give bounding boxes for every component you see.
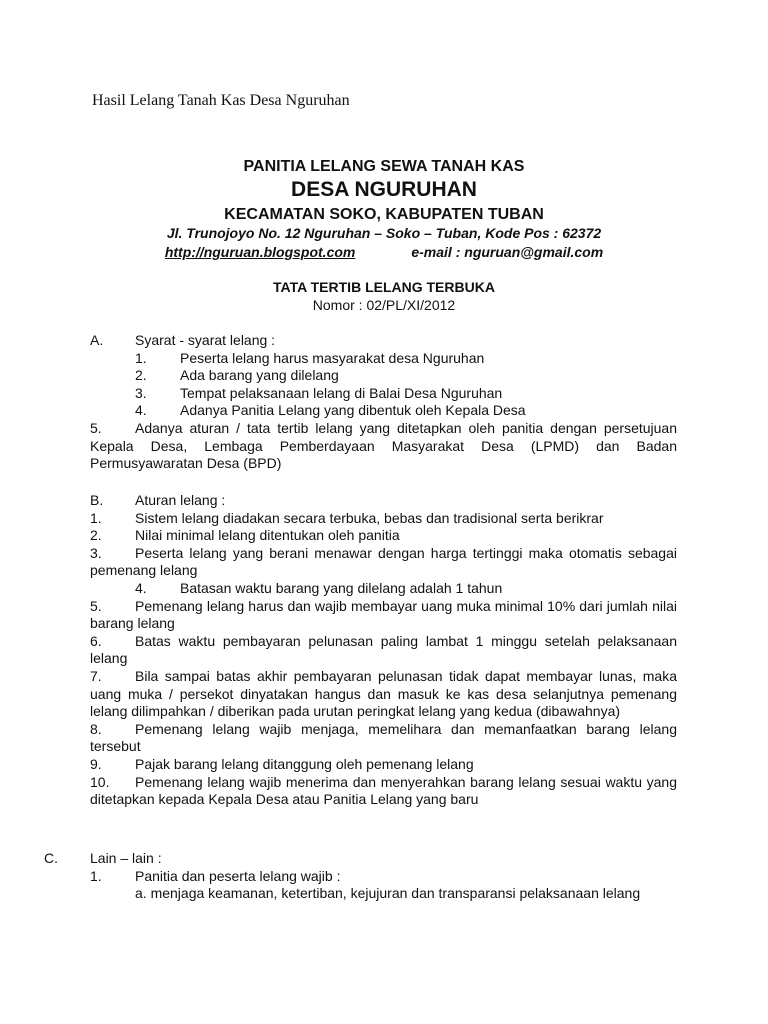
list-item: 2. Nilai minimal lelang ditentukan oleh panitia [90,527,400,544]
letterhead-contact [0,244,768,260]
letterhead-district: KECAMATAN SOKO, KABUPATEN TUBAN [224,206,544,223]
section-c-heading: C. Lain – lain : [44,850,162,866]
list-item: 5. Adanya aturan / tata tertib lelang yang ditetapkan oleh panitia dengan persetujuan Kepala Desa, Lembaga Pemberdayaan Masyarakat Desa (LPMD) dan Badan Permusyawaratan Desa (BPD) [90,419,677,472]
list-item: 2. Ada barang yang dilelang [135,367,339,384]
list-item: 7. Bila sampai batas akhir pembayaran pelunasan tidak dapat membayar lunas, maka uang muka / persekot dinyatakan hangus dan masuk ke kas desa selanjutnya pemenang lelang dilimpahkan / diberikan pada urutan peringkat lelang yang kedua (dibawahnya) [90,667,677,720]
list-item: 3. Peserta lelang yang berani menawar dengan harga tertinggi maka otomatis sebagai pemenang lelang [90,544,677,579]
section-b-heading: B. Aturan lelang : [90,492,226,508]
document-title: TATA TERTIB LELANG TERBUKA [273,279,495,295]
section-b [90,492,677,809]
letterhead-address: Jl. Trunojoyo No. 12 Nguruhan – Soko – Tuban, Kode Pos : 62372 [166,225,602,241]
list-item: 3. Tempat pelaksanaan lelang di Balai Desa Nguruhan [135,384,503,401]
list-item: 9. Pajak barang lelang ditanggung oleh pemenang lelang [90,755,474,772]
list-item: 6. Batas waktu pembayaran pelunasan paling lambat 1 minggu setelah pelaksanaan lelang [90,632,677,667]
blog-post-title: Hasil Lelang Tanah Kas Desa Nguruhan [92,92,350,109]
list-item: 1. Peserta lelang harus masyarakat desa Nguruhan [135,349,485,366]
sub-item: a. menjaga keamanan, ketertiban, kejujuran dan transparansi pelaksanaan lelang [135,885,641,902]
section-c [44,850,677,903]
email-text: e-mail : nguruan@gmail.com [411,244,604,260]
letterhead-committee: PANITIA LELANG SEWA TANAH KAS [243,158,525,175]
list-item: 5. Pemenang lelang harus dan wajib membayar uang muka minimal 10% dari jumlah nilai barang lelang [90,597,677,632]
website-link[interactable]: http://nguruan.blogspot.com [164,244,356,260]
section-a-heading: A. Syarat - syarat lelang : [90,332,276,348]
letterhead-village: DESA NGURUHAN [291,178,477,201]
list-item: 4. Batasan waktu barang yang dilelang adalah 1 tahun [135,579,503,596]
list-item: 1. Panitia dan peserta lelang wajib : [90,867,341,884]
list-item: 8. Pemenang lelang wajib menjaga, memelihara dan memanfaatkan barang lelang tersebut [90,720,677,755]
list-item: 10. Pemenang lelang wajib menerima dan menyerahkan barang lelang sesuai waktu yang ditetapkan kepada Kepala Desa atau Panitia Lelang yang baru [90,773,677,808]
list-item: 4. Adanya Panitia Lelang yang dibentuk oleh Kepala Desa [135,402,526,419]
document-number: Nomor : 02/PL/XI/2012 [312,297,456,313]
list-item: 1. Sistem lelang diadakan secara terbuka, bebas dan tradisional serta berikrar [90,509,604,526]
section-a [90,332,677,473]
